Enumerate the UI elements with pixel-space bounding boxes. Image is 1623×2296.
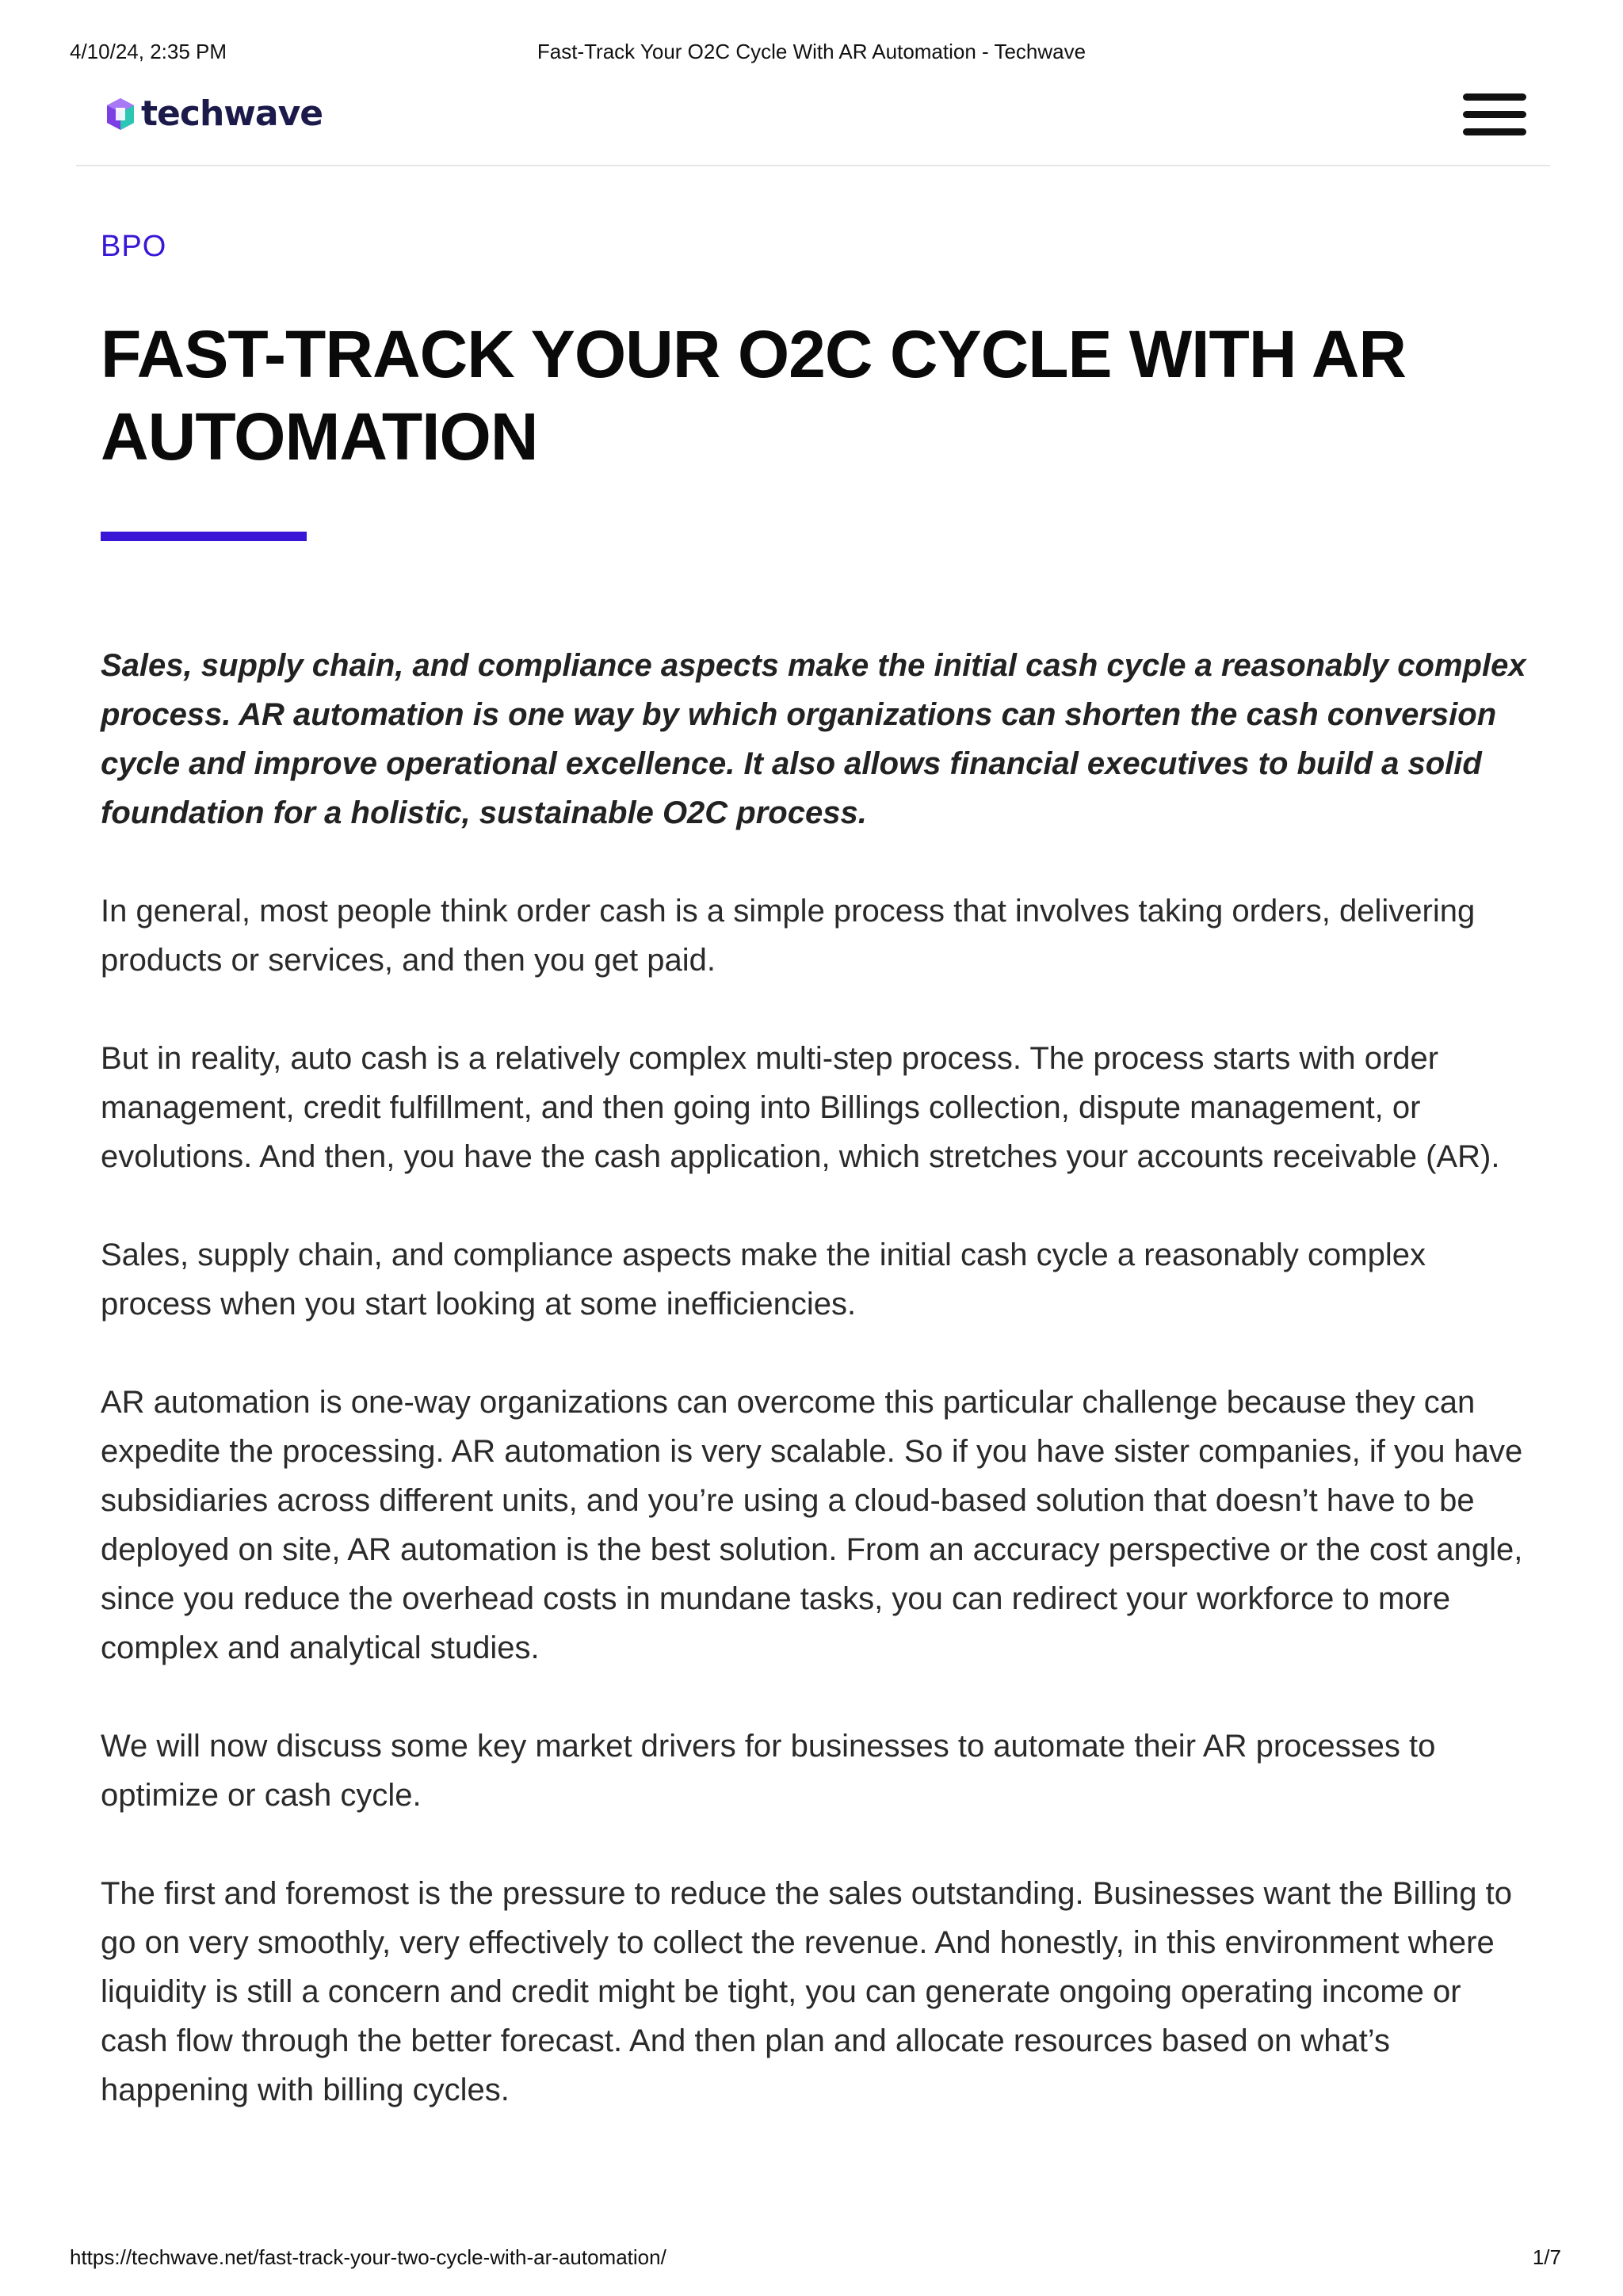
print-url: https://techwave.net/fast-track-your-two-cycle-with-ar-automation/ bbox=[70, 2245, 666, 2269]
print-header bbox=[0, 40, 1623, 71]
print-page-title: Fast-Track Your O2C Cycle With AR Automation - Techwave bbox=[537, 40, 1086, 63]
title-accent-bar bbox=[101, 532, 307, 541]
article-paragraph: The first and foremost is the pressure to reduce the sales outstanding. Businesses want the Billing to go on very smoothly, very effectively to collect the revenue. And honestly, in this environment where liquidity is still a concern and credit might be tight, you can generate ongoing operating income or cash flow through the better forecast. And then plan and allocate resources based on what’s happening with billing cycles. bbox=[101, 1876, 1512, 2107]
logo-text: techwave bbox=[141, 93, 323, 134]
article-paragraph: Sales, supply chain, and compliance aspects make the initial cash cycle a reasonably complex process when you start looking at some inefficiencies. bbox=[101, 1238, 1426, 1322]
category-link[interactable]: BPO bbox=[101, 230, 167, 263]
print-footer bbox=[0, 2245, 1623, 2274]
article-paragraph: AR automation is one-way organizations can overcome this particular challenge because they can expedite the processing. AR automation is very scalable. So if you have sister companies, if you have subsidiaries across different units, and you’re using a cloud-based solution that doesn’t have to be deployed on site, AR automation is the best solution. From an accuracy perspective or the cost angle, since you reduce the overhead costs in mundane tasks, you can redirect your workforce to more complex and analytical studies. bbox=[101, 1385, 1523, 1665]
article-paragraph: In general, most people think order cash is a simple process that involves taking orders, delivering products or services, and then you get paid. bbox=[101, 894, 1476, 978]
article bbox=[101, 230, 1535, 2115]
hamburger-menu-icon[interactable] bbox=[1463, 89, 1526, 139]
article-paragraph: We will now discuss some key market drivers for businesses to automate their AR processes to optimize or cash cycle. bbox=[101, 1729, 1436, 1813]
techwave-logo-icon bbox=[105, 97, 136, 132]
print-page-number: 1/7 bbox=[1532, 2245, 1561, 2269]
article-title: FAST-TRACK YOUR O2C CYCLE WITH AR AUTOMATION bbox=[101, 317, 1407, 474]
site-logo[interactable] bbox=[105, 93, 323, 134]
print-date: 4/10/24, 2:35 PM bbox=[70, 40, 227, 63]
article-lead: Sales, supply chain, and compliance aspects make the initial cash cycle a reasonably complex process. AR automation is one way by which organizations can shorten the cash conversion cycle and improve operational excellence. It also allows financial executives to build a solid foundation for a holistic, sustainable O2C process. bbox=[101, 648, 1526, 830]
site-header bbox=[76, 79, 1550, 166]
article-paragraph: But in reality, auto cash is a relatively complex multi-step process. The process starts with order management, credit fulfillment, and then going into Billings collection, dispute management, or evolutions. And then, you have the cash application, which stretches your accounts receivable (AR). bbox=[101, 1041, 1500, 1174]
